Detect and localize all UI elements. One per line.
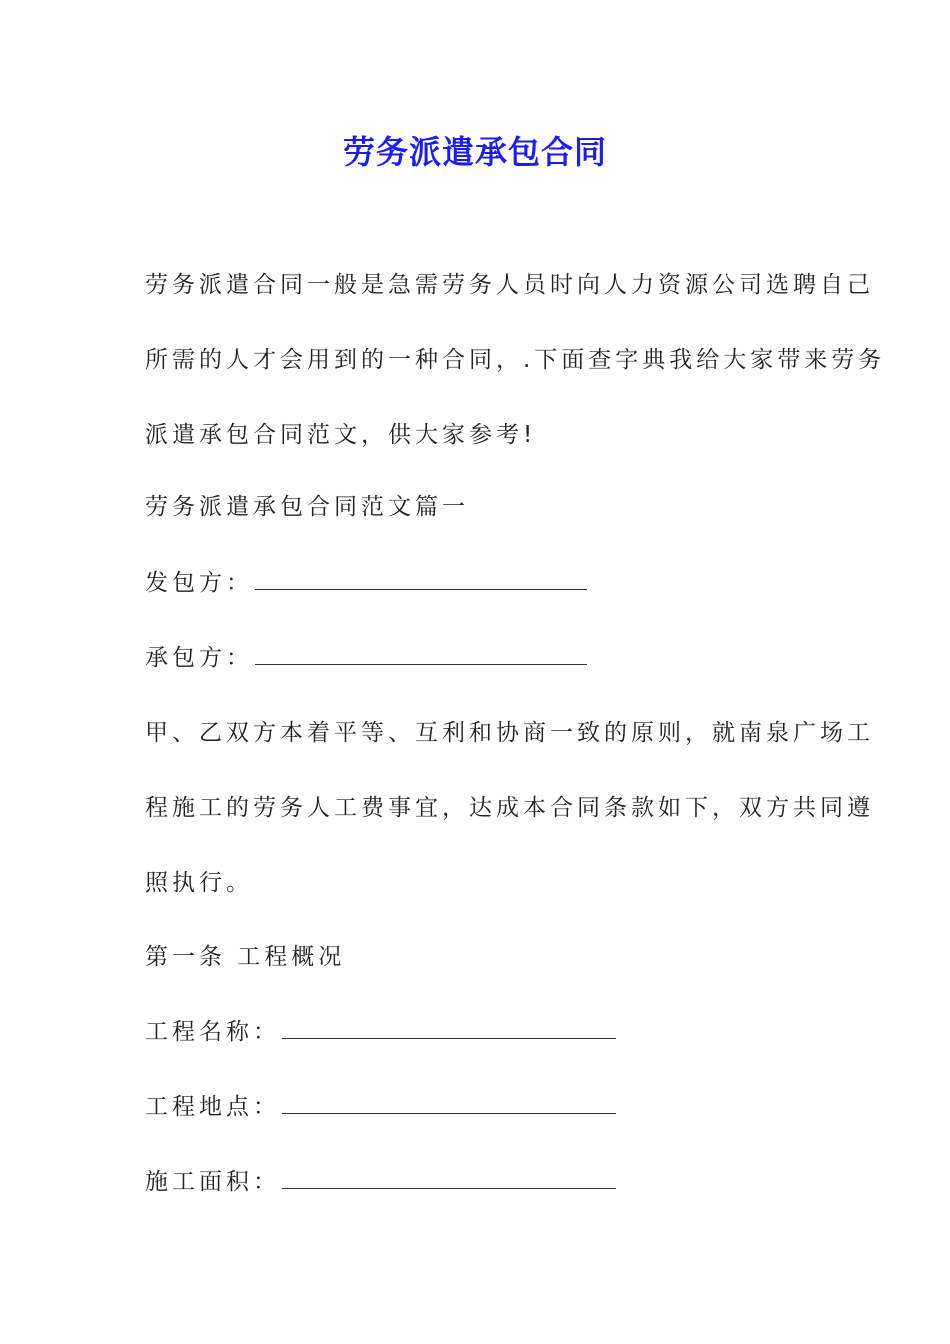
construction-area-blank: [282, 1174, 616, 1189]
agreement-paragraph: [145, 696, 874, 921]
party-a-label: 发包方：: [145, 570, 253, 596]
project-name-blank: [282, 1024, 616, 1039]
section-heading: 劳务派遣承包合同范文篇一: [145, 494, 469, 520]
project-name-label: 工程名称：: [145, 1019, 280, 1045]
party-a-row: [145, 563, 587, 603]
intro-paragraph: [145, 248, 886, 473]
project-name-row: [145, 1012, 616, 1052]
agreement-line-3: 照执行。: [145, 870, 253, 896]
document-title: 劳务派遣承包合同: [342, 133, 607, 171]
article-one-heading: 第一条 工程概况: [145, 944, 346, 970]
party-b-blank: [255, 650, 587, 665]
party-a-blank: [255, 575, 587, 590]
intro-line-3: 派遣承包合同范文，供大家参考!: [145, 422, 537, 448]
intro-line-2: 所需的人才会用到的一种合同，.下面查字典我给大家带来劳务: [145, 347, 886, 373]
agreement-line-2: 程施工的劳务人工费事宜，达成本合同条款如下，双方共同遵: [145, 795, 874, 821]
agreement-line-1: 甲、乙双方本着平等、互利和协商一致的原则，就南泉广场工: [145, 720, 874, 746]
project-location-blank: [282, 1099, 616, 1114]
party-b-row: [145, 638, 587, 678]
project-location-row: [145, 1087, 616, 1127]
construction-area-label: 施工面积：: [145, 1169, 280, 1195]
construction-area-row: [145, 1162, 616, 1202]
party-b-label: 承包方：: [145, 645, 253, 671]
intro-line-1: 劳务派遣合同一般是急需劳务人员时向人力资源公司选聘自己: [145, 272, 874, 298]
project-location-label: 工程地点：: [145, 1094, 280, 1120]
